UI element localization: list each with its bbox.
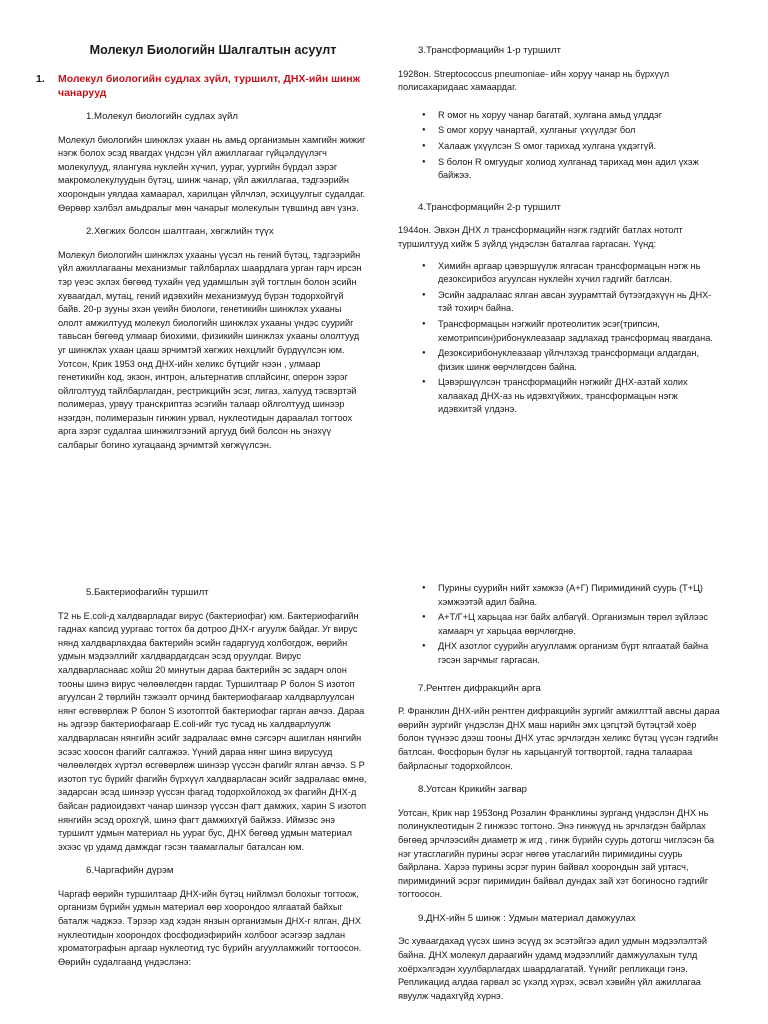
list-item: ● ДНХ азотлог суурийн агуулламж организм бүрт ялгаатай байна гэсэн зарчмыг гаргасан. <box>438 640 723 667</box>
section-6-text: Чаргаф өөрийн туршилтаар ДНХ-ийн бүтэц нийлмэл болохыг тогтоож, организм бүрийн удмын материал өөр хоорондоо ялгаатай байхыг баталж чаджээ. Тэрээр хэд хэдэн янзын организмын ДНХ-г ялган, ДНХ нуклеотидын хоорондох фосфодиэфирийн холбоог эсэгээр задлан хроматографын аргаар нуклеотид тус бүрийн агуулламжийг тогтоосон. Өөрийн судалгаанд үндэслэнэ: <box>58 888 362 967</box>
left-column-top <box>36 42 368 461</box>
list-item: ● Химийн аргаар цэвэршүүлж ялгасан трансформацын нэгж нь дезоксирибоз агуулсан нуклейн хүчил гэдгийг батлсан. <box>438 260 723 287</box>
list-item: ● S омог хоруу чанартай, хулганыг үхүүлдэг бол <box>438 124 723 138</box>
section-2-text: Молекул биологийн шинжлэх ухааны үүсэл нь гений бүтэц, тэдгээрийн үйл ажиллагааны механизмыг тайлбарлах шаардлага урган гарч ирсэн тэр үеэс эхлэх бөгөөд тухайн үед удамшлын зүй тогтлын болон эсийн хуваагдал, мутац, гений идэвхийн механизмууд бүрэн тодорхойгүй байв. 20-р зууны эхэн үеийн биологи, генетикийн шинжлэх ухааны ололт амжилтууд молекул биологийн шинжлэх ухааны үндэс суурийг тавьсан бөгөөд улмаар биохими, физикийн шинжлэх ухааны ололтууд уг шинжлэх ухаан цааш эрчимтэй хөгжих нөхцлийг бүрдүүлсэн юм. Уотсон, Крик 1953 онд ДНХ-ийн хеликс бүтцийг нээн , улмаар генетикийн код, экзон, интрон, альтернатив сплайсинг, оперон зэрэг ойлголтууд тайлбарлагдан, рестрикцийн эсэг, лигаз, халууд тэсвэртэй полимераз, урвуу транскриптаз эсэгийн талаар ойлголтууд шинээр нээгдэн, полимеразын гинжин урвал, нуклеотидын дараалал тогтоох арга зэрэг судалгаа шинжилгээний аргууд бий болсон нь энэхүү салбарыг богино хугацаанд эрчимтэй хөгжүүлсэн. <box>58 249 362 451</box>
section-1-title: 1.Молекул биологийн судлах зүйл <box>86 111 238 122</box>
section-4-list <box>398 260 723 418</box>
section-4-title: 4.Трансформацийн 2-р туршилт <box>418 201 561 213</box>
page-title: Молекул Биологийн Шалгалтын асуулт <box>89 43 337 57</box>
left-column-bottom <box>58 586 368 977</box>
section-3-list <box>398 109 723 183</box>
section-7-text: Р. Франклин ДНХ-ийн рентген дифракцийн зургийг амжилттай авсны дараа өөрийн зургийг үндэслэн ДНХ маш нарийн эмх цэгцтэй бүтэцтэй хоёр болон түүнээс дээш тооны ДНХ утас эрчлэгдэн хеликс бүтэц үүсэн гэдгийн батлсан. Фосфорын бүлэг нь харьцангуй тогтвортой, гадна талаараа байрласныг тодорхойлсон. <box>398 706 720 771</box>
section-6-list <box>398 582 723 668</box>
section-9-title: 9.ДНХ-ийн 5 шинж : Удмын материал дамжуулах <box>418 912 636 924</box>
list-item: ● Халааж үхүүлсэн S омог тарихад хулгана үхдэггүй. <box>438 140 723 154</box>
list-item: ● S болон R омгуудыг холиод хулганад тарихад мөн адил үхэж байжээ. <box>438 156 723 183</box>
section-5-title: 5.Бактериофагийн туршилт <box>86 587 209 598</box>
section-2-title: 2.Хөгжих болсон шалтгаан, хөгжлийн түүх <box>86 226 274 238</box>
section-3-title: 3.Трансформацийн 1-р туршилт <box>418 45 561 56</box>
list-item: ● Цэвэршүүлсэн трансформацийн нэгжийг ДНХ-азтай холих халаахад ДНХ-аз нь идэвхгүйжих, трансформацын нэгж идэвхитэй үлдэнэ. <box>438 376 723 417</box>
section-1-text: Молекул биологийн шинжлэх ухаан нь амьд организмын хамгийн жижиг нэгж болох эсэд явагдах үндсэн үйл ажиллагааг гүйцэлдүүлэгч молекулууд, ялангуяа нуклейн хүчил, уураг, уургийн бүрдэл зэрэг макромолекулуудын бүтэц, шинж чанар, үйл ажиллагаа, тэдгээрийн хоорондын уялдаа хамаарал, харилцан үйлчлэл, эсхицуулгыг судалдаг. Өөрөөр хэлбэл амьдралыг мөн чанарыг молекулын түвшинд авч үзнэ. <box>58 134 366 213</box>
question-number: 1. <box>36 73 45 85</box>
question-title: Молекул биологийн судлах зүйл, туршилт, ДНХ-ийн шинж чанарууд <box>58 73 361 99</box>
section-8-title: 8.Уотсан Крикийн загвар <box>418 784 528 796</box>
section-8-text: Уотсан, Крик нар 1953онд Розалин Франклины зурганд үндэслэн ДНХ нь полинуклеотидын 2 гинжээс тогтоно. Энэ гинжүүд нь эрчлэгдэн байрлах бөгөөд эрчлээсийн диаметр ж игд , гинж бүрийн суурь дотогш чиглэсэн ба нэг утасглагийн пурины эсрэг нөгөө утаслагийн пиримидины суурь байрлана. Харээ пурины эсрэг пурин байвал хоорондын зай уртасч, пиримидиний эсрэг пиримидин байвал дундах зай хэт богиносно гэдгийг тогтоосон. <box>398 807 715 900</box>
right-column-bottom <box>398 582 723 1011</box>
question-heading <box>36 72 368 100</box>
list-item: ● Трансформацын нэгжийг протеолитик эсэг(трипсин, хемотрипсин)рибонуклеазаар задлахад трансформац явагдана. <box>438 318 723 345</box>
section-4-text: 1944он. Эвхэн ДНХ л трансформацийн нэгж гэдгийг батлах нотолт туршилтууд хийж 5 зүйлд үндэслэн баталгаа гаргасан. Үүнд: <box>398 225 683 249</box>
list-item: ● R омог нь хоруу чанар багатай, хулгана амьд үлддэг <box>438 109 723 123</box>
list-item: ● А+Т/Г+Ц харьцаа нэг байх албагүй. Организмын төрөл зүйлээс хамаарч уг харьцаа өөрчлөгднө. <box>438 611 723 638</box>
list-item: ● Дезоксирибонуклеазаар үйлчлэхэд трансформаци алдагдан, физик шинж өөрчлөгдсөн байна. <box>438 347 723 374</box>
section-5-text: Т2 нь E.coli-д халдварладаг вирус (бактериофаг) юм. Бактериофагийн гаднах капсид уургаас тогтох ба дотроо ДНХ-г агуулж байдаг. Уг вирус нянд халдварлахдаа бактерийн эсийн гадаргууд холбогдож, өөрийн удмын мэдээллийг халдвардагдсан эсэд оруулдаг. Вирус халдварласнаас хойш 20 минутын дараа бактерийн эс задарч олон тооны шинэ вирус чөлөөлөгдөн гардаг. Туршилтаар Р болон S изотоп агуулсан 2 төрлийн тэжээлт орчинд бактериофагаар халдварлуулсан нянг өсгөвөрлөж Р болон S изотоптой бактериофаг гарган авчээ. Дараа нь эдгээр бактериофагаар E.coli-ийг тус тусад нь халдварлуулж халдварласан нянгийн эсийг задралаас өмнө сэгсэрч ашиглан нянгийн эсээс хоосон фагийг салгажээ. Үүний дараа нянг шинэ вирусууд чөлөөлөгдөх хүртэл өсгөвөрлөж шинээр үүссэн фагийг ялган авчээ. S P изотоп тус бүрийг фагийн бүрхүүл халдварласан эсийг задралаас өмнө, задарсан эсэд шинээр үүссэн фагад тодорхойлоход эх фагийн ДНХ-д байсан радиоидэвхт чанар шинээр үүссэн фагт дамжих, харин S изотоп нянгийн эсэд орохгүй, шинэ фагт дамжихгүй байжээ. Иймээс энэ туршилт удмын материал нь уураг бус, ДНХ бөгөөд удмын материал эхээс үр удамд дамждаг гэсэн таамаглалыг баталсан юм. <box>58 610 367 852</box>
list-item: ● Пурины суурийн нийт хэмжээ (А+Г) Пиримидиний суурь (Т+Ц) хэмжээтэй адил байна. <box>438 582 723 609</box>
section-3-text: 1928он. Streptococcus pneumoniae- ийн хоруу чанар нь бүрхүүл полисахаридаас хамаардаг. <box>398 68 670 93</box>
section-6-title: 6.Чаргафийн дүрэм <box>86 865 174 877</box>
right-column-top <box>398 44 723 427</box>
section-9-text: Эс хуваагдахад үүсэх шинэ эсүүд эх эсэтэйгээ адил удмын мэдээлэлтэй байна. ДНХ молекул дараагийн удамд мэдээллийг дамжуулахын тулд хоёрхэлгэдэн хуулбарлагдах шаардлагатай. Үүнийг репликаци гэнэ. Репликацид алдаа гарвал эс үхэлд хүрэх, эсвэл хэвийн үйл ажиллагаа явуулж чадахгүйд хүрнэ. <box>398 936 707 1001</box>
list-item: ● Эсийн задралаас ялган авсан зуурамттай бүтээгдэхүүн нь ДНХ-тэй тохирч байна. <box>438 289 723 316</box>
section-7-title: 7.Рентген дифракцийн арга <box>418 682 541 694</box>
